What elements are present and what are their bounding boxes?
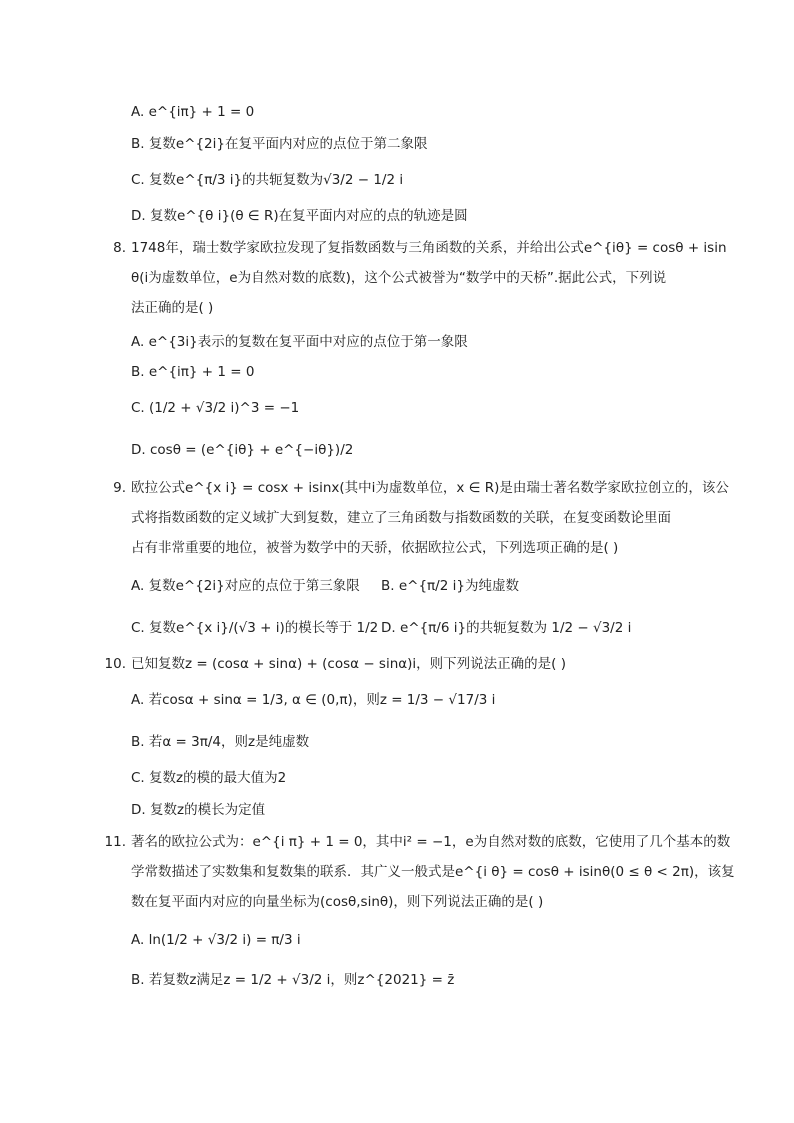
q10-option-d: D. 复数z的模长为定值 [131,802,266,818]
q8-option-b: B. e^{iπ} + 1 = 0 [131,364,255,380]
q8-option-c: C. (1/2 + √3/2 i)^3 = −1 [131,400,300,416]
q9-option-d: D. e^{π/6 i}的共轭复数为 1/2 − √3/2 i [381,620,632,636]
q11-option-a: A. ln(1/2 + √3/2 i) = π/3 i [131,932,301,948]
q8-stem-line1: 1748年，瑞士数学家欧拉发现了复指数函数与三角函数的关系，并给出公式e^{iθ} = cosθ + isin [131,240,727,256]
q10-option-c: C. 复数z的模的最大值为2 [131,770,287,786]
q7-option-d: D. 复数e^{θ i}(θ ∈ R)在复平面内对应的点的轨迹是圆 [131,208,468,224]
q9-option-a: A. 复数e^{2i}对应的点位于第三象限 [131,578,360,594]
q9-number: 9. [113,480,126,496]
q10-number: 10. [104,656,126,672]
q7-option-a: A. e^{iπ} + 1 = 0 [131,104,255,120]
q11-stem-line3: 数在复平面内对应的向量坐标为(cosθ,sinθ)，则下列说法正确的是( ) [131,894,544,910]
q7-option-c: C. 复数e^{π/3 i}的共轭复数为√3/2 − 1/2 i [131,172,404,188]
q11-stem-line1: 著名的欧拉公式为：e^{i π} + 1 = 0，其中i² = −1，e为自然对数的底数，它使用了几个基本的数 [131,834,731,850]
q10-stem-line1: 已知复数z = (cosα + sinα) + (cosα − sinα)i，则下列说法正确的是( ) [131,656,567,672]
q9-stem-line1: 欧拉公式e^{x i} = cosx + isinx(其中i为虚数单位，x ∈ R)是由瑞士著名数学家欧拉创立的，该公 [131,480,729,496]
q11-stem-line2: 学常数描述了实数集和复数集的联系．其广义一般式是e^{i θ} = cosθ + isinθ(0 ≤ θ < 2π)，该复 [131,864,735,880]
q10-option-b: B. 若α = 3π/4，则z是纯虚数 [131,734,310,750]
q9-option-c: C. 复数e^{x i}/(√3 + i)的模长等于 1/2 [131,620,379,636]
q8-option-d: D. cosθ = (e^{iθ} + e^{−iθ})/2 [131,442,354,458]
q11-option-b: B. 若复数z满足z = 1/2 + √3/2 i，则z^{2021} = z̄ [131,972,455,988]
q9-option-b: B. e^{π/2 i}为纯虚数 [381,578,519,594]
q10-option-a: A. 若cosα + sinα = 1/3, α ∈ (0,π)，则z = 1/3 − √17/3 i [131,692,496,708]
q9-stem-line2: 式将指数函数的定义域扩大到复数，建立了三角函数与指数函数的关联，在复变函数论里面 [131,510,671,526]
q11-number: 11. [104,834,126,850]
q8-option-a: A. e^{3i}表示的复数在复平面中对应的点位于第一象限 [131,334,468,350]
q7-option-b: B. 复数e^{2i}在复平面内对应的点位于第二象限 [131,136,428,152]
q9-stem-line3: 占有非常重要的地位，被誉为数学中的天骄，依据欧拉公式，下列选项正确的是( ) [131,540,619,556]
q8-stem-line2: θ(i为虚数单位，e为自然对数的底数)，这个公式被誉为“数学中的天桥”.据此公式，下列说 [131,270,667,286]
q8-stem-line3: 法正确的是( ) [131,300,214,316]
q8-number: 8. [113,240,126,256]
